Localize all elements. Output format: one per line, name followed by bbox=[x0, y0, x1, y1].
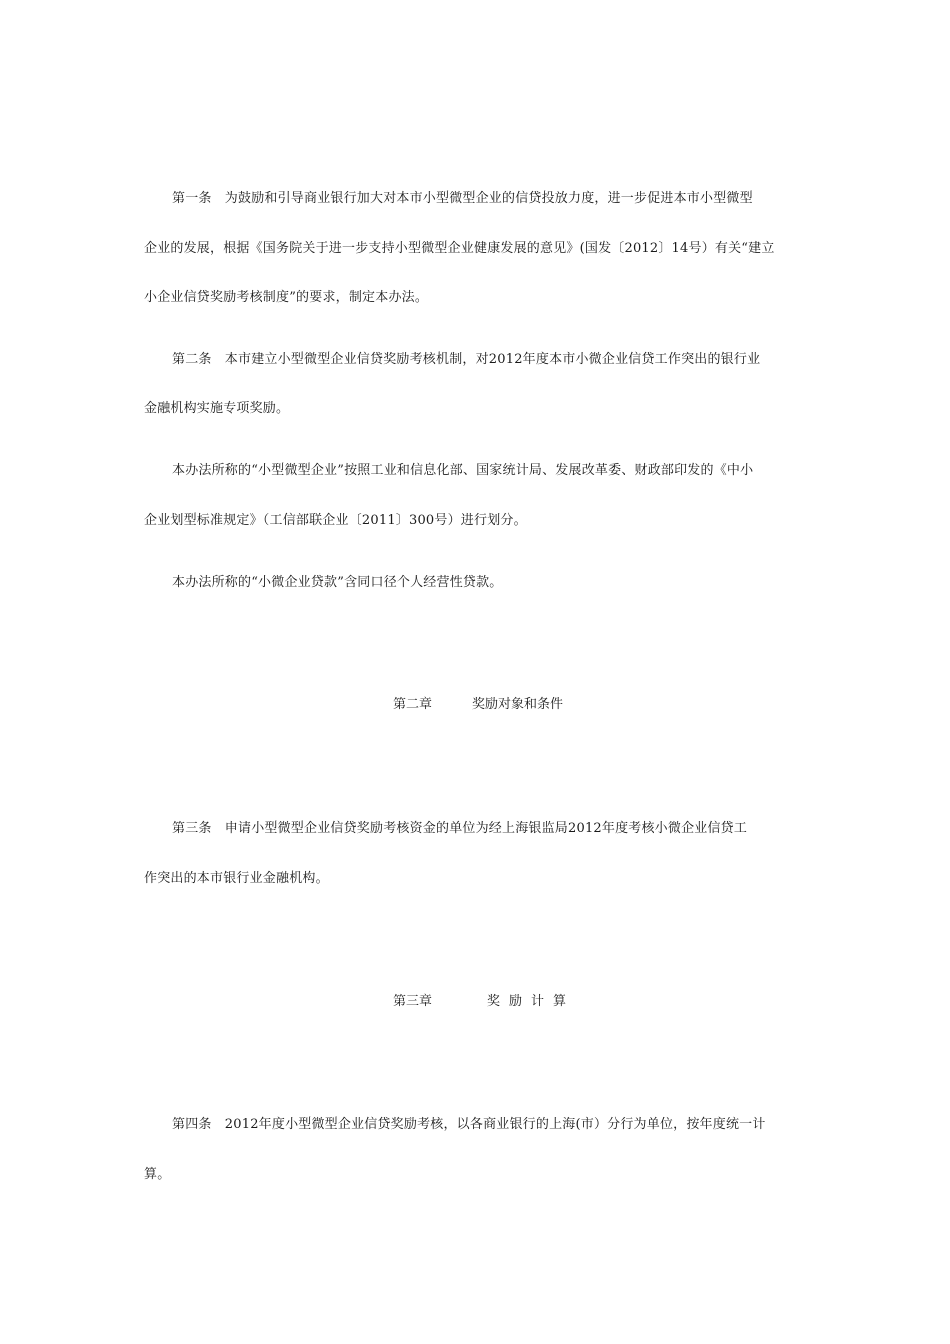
chapter-2-number: 第二章 bbox=[393, 697, 433, 712]
article-3-line-2: 作突出的本市银行业金融机构。 bbox=[144, 871, 329, 886]
article-4-line-2: 算。 bbox=[144, 1167, 171, 1182]
chapter-2-title: 奖励对象和条件 bbox=[472, 697, 564, 712]
article-1-line-1: 第一条 为鼓励和引导商业银行加大对本市小型微型企业的信贷投放力度，进一步促进本市小型微型 bbox=[172, 191, 753, 206]
definition-1-line-1: 本办法所称的“小型微型企业”按照工业和信息化部、国家统计局、发展改革委、财政部印发的《中小 bbox=[172, 463, 754, 478]
article-2-line-2: 金融机构实施专项奖励。 bbox=[144, 401, 290, 416]
definition-2-line-1: 本办法所称的“小微企业贷款”含同口径个人经营性贷款。 bbox=[172, 575, 503, 590]
article-2-line-1: 第二条 本市建立小型微型企业信贷奖励考核机制，对2012年度本市小微企业信贷工作突出的银行业 bbox=[172, 352, 761, 367]
definition-1-line-2: 企业划型标准规定》（工信部联企业〔2011〕300号）进行划分。 bbox=[144, 513, 527, 528]
chapter-3-title: 奖励计算 bbox=[487, 994, 576, 1009]
article-1-line-2: 企业的发展，根据《国务院关于进一步支持小型微型企业健康发展的意见》(国发〔2012〕14号）有关“建立 bbox=[144, 241, 775, 256]
article-4-line-1: 第四条 2012年度小型微型企业信贷奖励考核，以各商业银行的上海(市）分行为单位，按年度统一计 bbox=[172, 1117, 766, 1132]
chapter-3-number: 第三章 bbox=[393, 994, 433, 1009]
article-3-line-1: 第三条 申请小型微型企业信贷奖励考核资金的单位为经上海银监局2012年度考核小微企业信贷工 bbox=[172, 821, 748, 836]
article-1-line-3: 小企业信贷奖励考核制度”的要求，制定本办法。 bbox=[144, 290, 429, 305]
